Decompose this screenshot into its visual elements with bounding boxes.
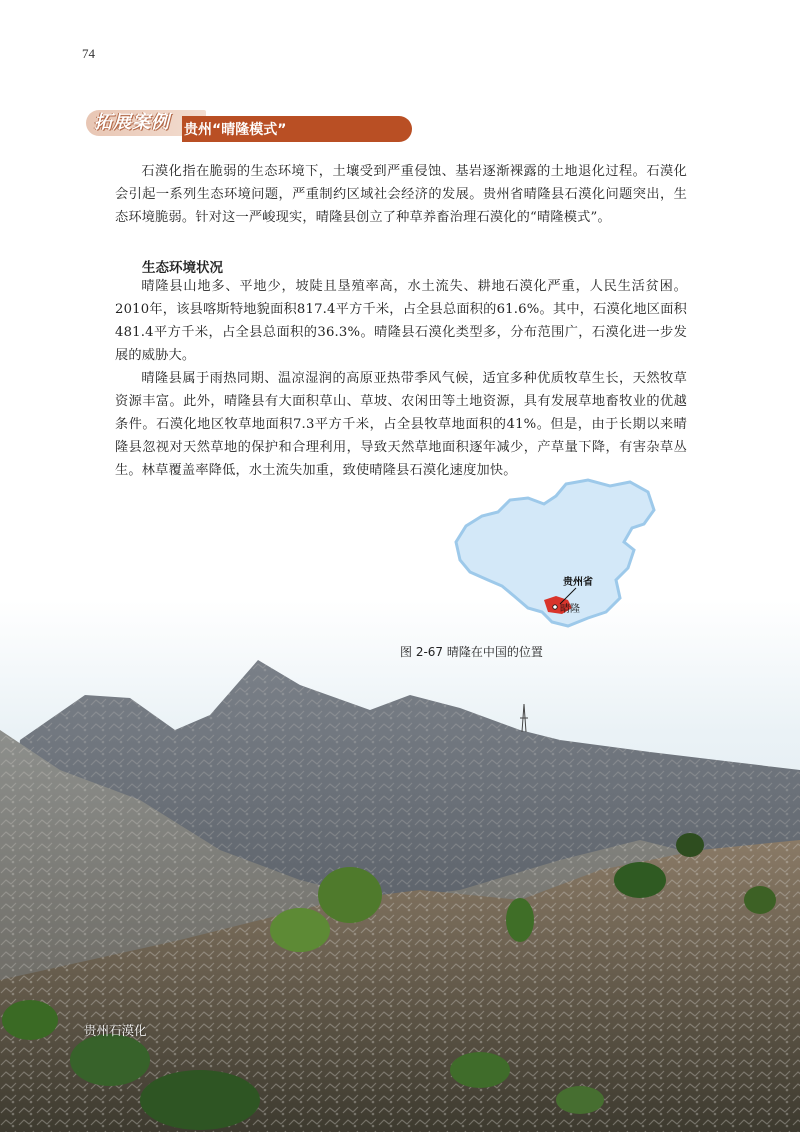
qinglong-location-marker — [553, 605, 557, 609]
intro-block — [115, 160, 687, 229]
figure-caption: 图 2-67 晴隆在中国的位置 — [400, 645, 543, 659]
paragraph-2: 晴隆县属于雨热同期、温凉湿润的高原亚热带季风气候，适宜多种优质牧草生长，天然牧草资源丰富。此外，晴隆县有大面积草山、草坡、农闲田等土地资源，具有发展草地畜牧业的优越条件。石漠化地区牧草地面积7.3平方千米，占全县牧草地面积的41%。但是，由于长期以来晴隆县忽视对天然草地的保护和合理利用，导致天然草地面积逐年减少，产草量下降，有害杂草丛生。林草覆盖率降低，水土流失加重，致使晴隆县石漠化速度加快。 — [115, 371, 687, 478]
china-map — [448, 476, 660, 646]
county-label: 晴隆 — [560, 604, 580, 615]
case-header-banner — [86, 110, 326, 140]
section-heading: 生态环境状况 — [142, 260, 223, 276]
china-map-svg — [448, 476, 660, 646]
paragraph-1: 晴隆县山地多、平地少，坡陡且垦殖率高，水土流失、耕地石漠化严重，人民生活贫困。2010年，该县喀斯特地貌面积817.4平方千米，占全县总面积的61.6%。其中，石漠化地区面积481.4平方千米，占全县总面积的36.3%。晴隆县石漠化类型多，分布范围广，石漠化进一步发展的威胁大。 — [115, 279, 687, 363]
case-tag: 拓展案例 — [94, 112, 170, 133]
karst-mountain-photo — [0, 600, 800, 1132]
section-body — [115, 275, 687, 482]
province-label: 贵州省 — [563, 577, 593, 588]
case-title: 贵州“晴隆模式” — [184, 122, 287, 138]
photo-caption: 贵州石漠化 — [84, 1023, 147, 1038]
intro-paragraph: 石漠化指在脆弱的生态环境下，土壤受到严重侵蚀、基岩逐渐裸露的土地退化过程。石漠化会引起一系列生态环境问题，严重制约区域社会经济的发展。贵州省晴隆县石漠化问题突出，生态环境脆弱。针对这一严峻现实，晴隆县创立了种草养畜治理石漠化的“晴隆模式”。 — [115, 164, 687, 225]
page-number: 74 — [82, 46, 95, 61]
